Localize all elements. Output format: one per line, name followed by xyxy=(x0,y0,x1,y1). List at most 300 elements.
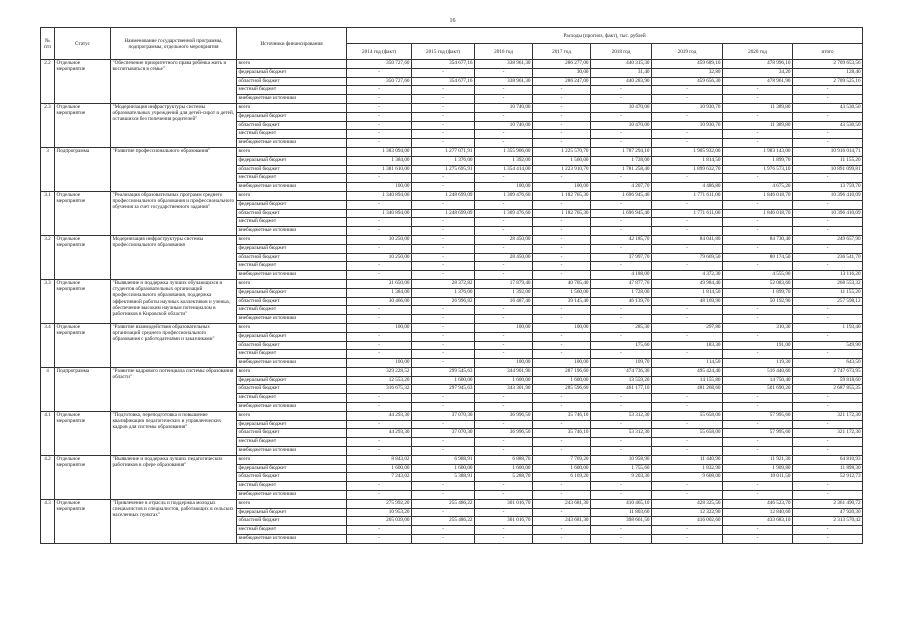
value-cell: 1 355 906,00 xyxy=(475,147,533,156)
value-cell: - xyxy=(652,218,723,227)
value-cell: 52 083,60 xyxy=(723,279,793,288)
value-cell: - xyxy=(475,315,533,324)
value-cell: 350 727,60 xyxy=(347,77,412,86)
value-cell: - xyxy=(347,341,412,350)
value-cell: - xyxy=(412,244,475,253)
row-source: областной бюджет xyxy=(237,77,347,86)
value-cell: 44 293,30 xyxy=(347,429,412,438)
value-cell: 1 384,00 xyxy=(347,156,412,165)
value-cell: - xyxy=(412,438,475,447)
value-cell: - xyxy=(533,86,591,95)
value-cell: - xyxy=(533,174,591,183)
value-cell: 321 172,30 xyxy=(793,429,863,438)
row-source: всего xyxy=(237,147,347,156)
value-cell: - xyxy=(347,218,412,227)
row-status: Отдельное мероприятие xyxy=(55,411,111,455)
value-cell: 5 388,91 xyxy=(412,473,475,482)
value-cell: 35 746,10 xyxy=(533,429,591,438)
row-source: областной бюджет xyxy=(237,253,347,262)
value-cell: 338 961,30 xyxy=(475,77,533,86)
value-cell: - xyxy=(793,200,863,209)
value-cell: - xyxy=(412,103,475,112)
row-source: местный бюджет xyxy=(237,218,347,227)
value-cell: 1 771 611,00 xyxy=(652,191,723,200)
value-cell: 7 243,02 xyxy=(347,473,412,482)
value-cell: - xyxy=(412,323,475,332)
value-cell: - xyxy=(793,130,863,139)
value-cell: 2 709 653,56 xyxy=(793,60,863,69)
value-cell: - xyxy=(652,112,723,121)
value-cell: - xyxy=(652,535,723,544)
table-body xyxy=(41,60,863,544)
value-cell: - xyxy=(793,394,863,403)
value-cell: - xyxy=(475,174,533,183)
value-cell: 1 248 699,09 xyxy=(412,209,475,218)
row-source: областной бюджет xyxy=(237,429,347,438)
value-cell: 1 560,00 xyxy=(533,156,591,165)
value-cell: - xyxy=(793,491,863,500)
value-cell: - xyxy=(723,526,793,535)
value-cell: 1 899,70 xyxy=(723,288,793,297)
value-cell: - xyxy=(591,306,652,315)
row-source: всего xyxy=(237,235,347,244)
value-cell: 285 596,60 xyxy=(533,385,591,394)
value-cell: 4 207,70 xyxy=(591,183,652,192)
value-cell: - xyxy=(533,535,591,544)
value-cell: - xyxy=(475,68,533,77)
value-cell: 1 600,00 xyxy=(412,464,475,473)
value-cell: 344 901,90 xyxy=(475,367,533,376)
row-status: Подпрограмма xyxy=(55,147,111,191)
value-cell: - xyxy=(793,139,863,148)
row-num: 2.3 xyxy=(41,103,55,147)
value-cell: - xyxy=(533,271,591,280)
value-cell: 42 185,70 xyxy=(591,235,652,244)
value-cell: - xyxy=(475,227,533,236)
row-source: всего xyxy=(237,499,347,508)
value-cell: 10 930,70 xyxy=(652,121,723,130)
row-source: внебюджетные источники xyxy=(237,315,347,324)
value-cell: 4 675,20 xyxy=(723,183,793,192)
row-num: 3.1 xyxy=(41,191,55,235)
value-cell: 28 450,00 xyxy=(475,235,533,244)
row-num: 4.3 xyxy=(41,499,55,543)
value-cell: 440 283,90 xyxy=(591,77,652,86)
value-cell: - xyxy=(533,112,591,121)
value-cell: 11 921,30 xyxy=(723,455,793,464)
value-cell: 1 383 094,00 xyxy=(347,147,412,156)
value-cell: 37 070,30 xyxy=(412,411,475,420)
value-cell: - xyxy=(723,491,793,500)
value-cell: 10 953,20 xyxy=(347,508,412,517)
value-cell: 114,50 xyxy=(652,359,723,368)
row-source: всего xyxy=(237,367,347,376)
value-cell: - xyxy=(475,95,533,104)
value-cell: - xyxy=(533,350,591,359)
value-cell: - xyxy=(347,227,412,236)
value-cell: - xyxy=(412,482,475,491)
value-cell: 100,00 xyxy=(475,323,533,332)
value-cell: 446 523,70 xyxy=(723,499,793,508)
value-cell: - xyxy=(793,174,863,183)
value-cell: 495 424,40 xyxy=(652,367,723,376)
value-cell: - xyxy=(591,350,652,359)
value-cell: - xyxy=(475,403,533,412)
value-cell: - xyxy=(723,332,793,341)
value-cell: 6 888,70 xyxy=(475,455,533,464)
value-cell: - xyxy=(652,332,723,341)
value-cell: - xyxy=(475,306,533,315)
value-cell: - xyxy=(412,86,475,95)
value-cell: 100,00 xyxy=(347,323,412,332)
value-cell: 1 275 695,91 xyxy=(412,165,475,174)
value-cell: - xyxy=(533,420,591,429)
value-cell: - xyxy=(591,130,652,139)
value-cell: 265 039,00 xyxy=(347,517,412,526)
value-cell: 10 470,00 xyxy=(591,103,652,112)
row-source: всего xyxy=(237,191,347,200)
value-cell: 354 677,16 xyxy=(412,60,475,69)
row-num: 4 xyxy=(41,367,55,411)
value-cell: - xyxy=(412,183,475,192)
value-cell: 2 747 673,95 xyxy=(793,367,863,376)
value-cell: 316 675,32 xyxy=(347,385,412,394)
value-cell: 398 661,50 xyxy=(591,517,652,526)
value-cell: - xyxy=(591,403,652,412)
value-cell: - xyxy=(793,420,863,429)
value-cell: - xyxy=(412,526,475,535)
value-cell: - xyxy=(347,95,412,104)
value-cell: 47 877,70 xyxy=(591,279,652,288)
value-cell: 461 177,10 xyxy=(591,385,652,394)
value-cell: 37 070,30 xyxy=(412,429,475,438)
value-cell: - xyxy=(347,68,412,77)
value-cell: - xyxy=(793,535,863,544)
row-status: Отдельное мероприятие xyxy=(55,499,111,543)
row-source: федеральный бюджет xyxy=(237,376,347,385)
value-cell: 59 818,60 xyxy=(793,376,863,385)
value-cell: 255 486,22 xyxy=(412,517,475,526)
budget-table xyxy=(40,27,863,544)
value-cell: - xyxy=(412,535,475,544)
value-cell: 100,00 xyxy=(533,359,591,368)
value-cell: - xyxy=(533,253,591,262)
value-cell: - xyxy=(347,244,412,253)
header-row xyxy=(41,28,863,44)
row-source: областной бюджет xyxy=(237,473,347,482)
row-source: всего xyxy=(237,411,347,420)
value-cell: 11 898,30 xyxy=(793,464,863,473)
value-cell: 286 247,00 xyxy=(533,77,591,86)
header-expenses: Расходы (прогноз, факт), тыс. рублей xyxy=(347,28,863,44)
value-cell: - xyxy=(533,218,591,227)
table-row xyxy=(41,103,863,112)
value-cell: 410 465,10 xyxy=(591,499,652,508)
value-cell: 1 905 932,00 xyxy=(652,147,723,156)
row-name: "Обеспечение приоритетного права ребёнка жить и воспитываться в семье" xyxy=(111,60,237,104)
value-cell: 1 248 699,09 xyxy=(412,191,475,200)
value-cell: 6 988,91 xyxy=(412,455,475,464)
row-source: внебюджетные источники xyxy=(237,227,347,236)
row-source: федеральный бюджет xyxy=(237,420,347,429)
value-cell: 31,40 xyxy=(591,68,652,77)
value-cell: - xyxy=(723,227,793,236)
value-cell: - xyxy=(412,130,475,139)
row-source: всего xyxy=(237,455,347,464)
value-cell: - xyxy=(793,86,863,95)
value-cell: - xyxy=(347,394,412,403)
row-source: внебюджетные источники xyxy=(237,183,347,192)
value-cell: 109,70 xyxy=(591,359,652,368)
row-source: внебюджетные источники xyxy=(237,447,347,456)
value-cell: 100,00 xyxy=(347,359,412,368)
value-cell: - xyxy=(793,227,863,236)
value-cell: 1 832,90 xyxy=(652,464,723,473)
value-cell: - xyxy=(412,306,475,315)
value-cell: 14 750,40 xyxy=(723,376,793,385)
value-cell: 549,90 xyxy=(793,341,863,350)
value-cell: 287 196,60 xyxy=(533,367,591,376)
header-year: 2019 год xyxy=(652,44,723,60)
row-source: федеральный бюджет xyxy=(237,112,347,121)
value-cell: - xyxy=(475,420,533,429)
value-cell: - xyxy=(475,262,533,271)
value-cell: - xyxy=(347,526,412,535)
value-cell: - xyxy=(347,262,412,271)
value-cell: - xyxy=(793,482,863,491)
row-source: областной бюджет xyxy=(237,385,347,394)
value-cell: 478 961,90 xyxy=(723,77,793,86)
value-cell: - xyxy=(475,218,533,227)
row-source: федеральный бюджет xyxy=(237,288,347,297)
value-cell: - xyxy=(652,200,723,209)
value-cell: - xyxy=(723,306,793,315)
value-cell: - xyxy=(412,227,475,236)
value-cell: 268 553,32 xyxy=(793,279,863,288)
value-cell: 440 315,30 xyxy=(591,60,652,69)
table-row xyxy=(41,60,863,69)
value-cell: 343 301,90 xyxy=(475,385,533,394)
value-cell: 1 384,00 xyxy=(347,288,412,297)
value-cell: - xyxy=(793,112,863,121)
value-cell: - xyxy=(793,306,863,315)
value-cell: - xyxy=(347,315,412,324)
value-cell: 128,40 xyxy=(793,68,863,77)
value-cell: - xyxy=(412,139,475,148)
table-row xyxy=(41,367,863,376)
row-num: 4.2 xyxy=(41,455,55,499)
value-cell: 10 958,90 xyxy=(591,455,652,464)
value-cell: 516 440,60 xyxy=(723,367,793,376)
value-cell: - xyxy=(723,447,793,456)
value-cell: 5 288,70 xyxy=(475,473,533,482)
value-cell: - xyxy=(591,200,652,209)
value-cell: 1 976 573,10 xyxy=(723,165,793,174)
value-cell: 459 689,10 xyxy=(652,60,723,69)
row-num: 4.1 xyxy=(41,411,55,455)
value-cell: 84 041,80 xyxy=(652,235,723,244)
value-cell: 12 840,60 xyxy=(723,508,793,517)
value-cell: 321 172,30 xyxy=(793,411,863,420)
value-cell: - xyxy=(723,482,793,491)
row-source: внебюджетные источники xyxy=(237,403,347,412)
value-cell: 46 139,70 xyxy=(591,297,652,306)
value-cell: - xyxy=(591,315,652,324)
value-cell: - xyxy=(652,174,723,183)
value-cell: - xyxy=(793,350,863,359)
value-cell: 53 312,30 xyxy=(591,411,652,420)
value-cell: 32,80 xyxy=(652,68,723,77)
value-cell: - xyxy=(723,262,793,271)
row-source: местный бюджет xyxy=(237,130,347,139)
value-cell: - xyxy=(652,95,723,104)
value-cell: - xyxy=(412,112,475,121)
value-cell: - xyxy=(591,482,652,491)
row-name: "Выявление и поддержка лучших обучающихся и студентов образовательных организаций профессионального образования, поддержка эффективной работы научных коллективов и ученых, обеспечение высоким научным потенциалом в работников в Кировской области" xyxy=(111,279,237,323)
value-cell: - xyxy=(591,139,652,148)
value-cell: - xyxy=(347,438,412,447)
value-cell: 1 728,00 xyxy=(591,156,652,165)
row-status: Подпрограмма xyxy=(55,367,111,411)
value-cell: - xyxy=(652,227,723,236)
value-cell: 297 945,63 xyxy=(412,385,475,394)
row-source: местный бюджет xyxy=(237,482,347,491)
value-cell: - xyxy=(475,491,533,500)
value-cell: - xyxy=(723,438,793,447)
value-cell: - xyxy=(591,491,652,500)
value-cell: 433 683,10 xyxy=(723,517,793,526)
value-cell: 4 188,00 xyxy=(591,271,652,280)
value-cell: 10 930,70 xyxy=(652,103,723,112)
value-cell: - xyxy=(412,359,475,368)
value-cell: 7 769,20 xyxy=(533,455,591,464)
value-cell: - xyxy=(652,482,723,491)
value-cell: - xyxy=(793,315,863,324)
value-cell: 50 192,90 xyxy=(723,297,793,306)
row-source: местный бюджет xyxy=(237,438,347,447)
value-cell: - xyxy=(475,86,533,95)
row-status: Отдельное мероприятие xyxy=(55,60,111,104)
value-cell: 1 983 143,00 xyxy=(723,147,793,156)
value-cell: 100,00 xyxy=(475,183,533,192)
row-source: внебюджетные источники xyxy=(237,359,347,368)
value-cell: 13 559,20 xyxy=(591,376,652,385)
value-cell: 11 803,60 xyxy=(591,508,652,517)
row-name: "Развитие взаимодействия образовательных организаций среднего профессионального образования с работодателями и заказчиками" xyxy=(111,323,237,367)
row-source: областной бюджет xyxy=(237,297,347,306)
value-cell: 10 470,00 xyxy=(591,121,652,130)
value-cell: 47 920,30 xyxy=(793,508,863,517)
value-cell: - xyxy=(475,535,533,544)
value-cell: - xyxy=(412,332,475,341)
value-cell: 10 250,00 xyxy=(347,235,412,244)
value-cell: 249 657,90 xyxy=(793,235,863,244)
row-source: всего xyxy=(237,60,347,69)
value-cell: - xyxy=(652,262,723,271)
table-row xyxy=(41,235,863,244)
value-cell: - xyxy=(475,508,533,517)
row-source: федеральный бюджет xyxy=(237,68,347,77)
value-cell: 257 598,12 xyxy=(793,297,863,306)
value-cell: 37 997,70 xyxy=(591,253,652,262)
row-source: федеральный бюджет xyxy=(237,332,347,341)
value-cell: - xyxy=(347,121,412,130)
value-cell: 1 846 018,70 xyxy=(723,191,793,200)
table-row xyxy=(41,499,863,508)
row-source: областной бюджет xyxy=(237,209,347,218)
value-cell: - xyxy=(591,394,652,403)
value-cell: - xyxy=(533,121,591,130)
value-cell: 1 392,00 xyxy=(475,288,533,297)
value-cell: 350 727,60 xyxy=(347,60,412,69)
value-cell: - xyxy=(533,130,591,139)
value-cell: 11 155,20 xyxy=(793,156,863,165)
value-cell: 28 372,82 xyxy=(412,279,475,288)
value-cell: - xyxy=(723,200,793,209)
value-cell: 643,50 xyxy=(793,359,863,368)
row-status: Отдельное мероприятие xyxy=(55,191,111,235)
value-cell: - xyxy=(652,306,723,315)
value-cell: - xyxy=(591,447,652,456)
value-cell: - xyxy=(652,526,723,535)
value-cell: - xyxy=(591,244,652,253)
row-status: Отдельное мероприятие xyxy=(55,279,111,323)
value-cell: - xyxy=(652,420,723,429)
header-year: 2017 год xyxy=(533,44,591,60)
value-cell: 48 169,90 xyxy=(652,297,723,306)
value-cell: - xyxy=(533,262,591,271)
row-num: 3.4 xyxy=(41,323,55,367)
value-cell: - xyxy=(412,174,475,183)
value-cell: - xyxy=(347,332,412,341)
row-num: 3.2 xyxy=(41,235,55,279)
row-source: федеральный бюджет xyxy=(237,156,347,165)
table-row xyxy=(41,279,863,288)
row-source: областной бюджет xyxy=(237,165,347,174)
value-cell: 1 354 414,00 xyxy=(475,165,533,174)
row-source: федеральный бюджет xyxy=(237,464,347,473)
value-cell: - xyxy=(793,438,863,447)
value-cell: - xyxy=(533,403,591,412)
value-cell: - xyxy=(723,403,793,412)
value-cell: - xyxy=(533,200,591,209)
value-cell: 9 608,00 xyxy=(652,473,723,482)
value-cell: - xyxy=(347,200,412,209)
table-row xyxy=(41,147,863,156)
value-cell: - xyxy=(475,526,533,535)
value-cell: - xyxy=(412,68,475,77)
value-cell: - xyxy=(652,394,723,403)
value-cell: - xyxy=(475,244,533,253)
value-cell: 10 011,50 xyxy=(723,473,793,482)
value-cell: - xyxy=(412,420,475,429)
value-cell: 40 705,40 xyxy=(533,279,591,288)
value-cell: - xyxy=(412,253,475,262)
value-cell: - xyxy=(475,394,533,403)
value-cell: 478 996,10 xyxy=(723,60,793,69)
value-cell: - xyxy=(347,403,412,412)
value-cell: - xyxy=(533,491,591,500)
value-cell: - xyxy=(412,350,475,359)
value-cell: 119,30 xyxy=(723,359,793,368)
row-name: "Привлечение в отрасль и поддержка молодых специалистов и специалистов, работающих в сельских населенных пунктах" xyxy=(111,499,237,543)
value-cell: 2 361 490,72 xyxy=(793,499,863,508)
value-cell: 1 193,40 xyxy=(793,323,863,332)
value-cell: 1 600,00 xyxy=(475,464,533,473)
value-cell: 64 810,93 xyxy=(793,455,863,464)
value-cell: - xyxy=(412,447,475,456)
value-cell: 481 268,60 xyxy=(652,385,723,394)
